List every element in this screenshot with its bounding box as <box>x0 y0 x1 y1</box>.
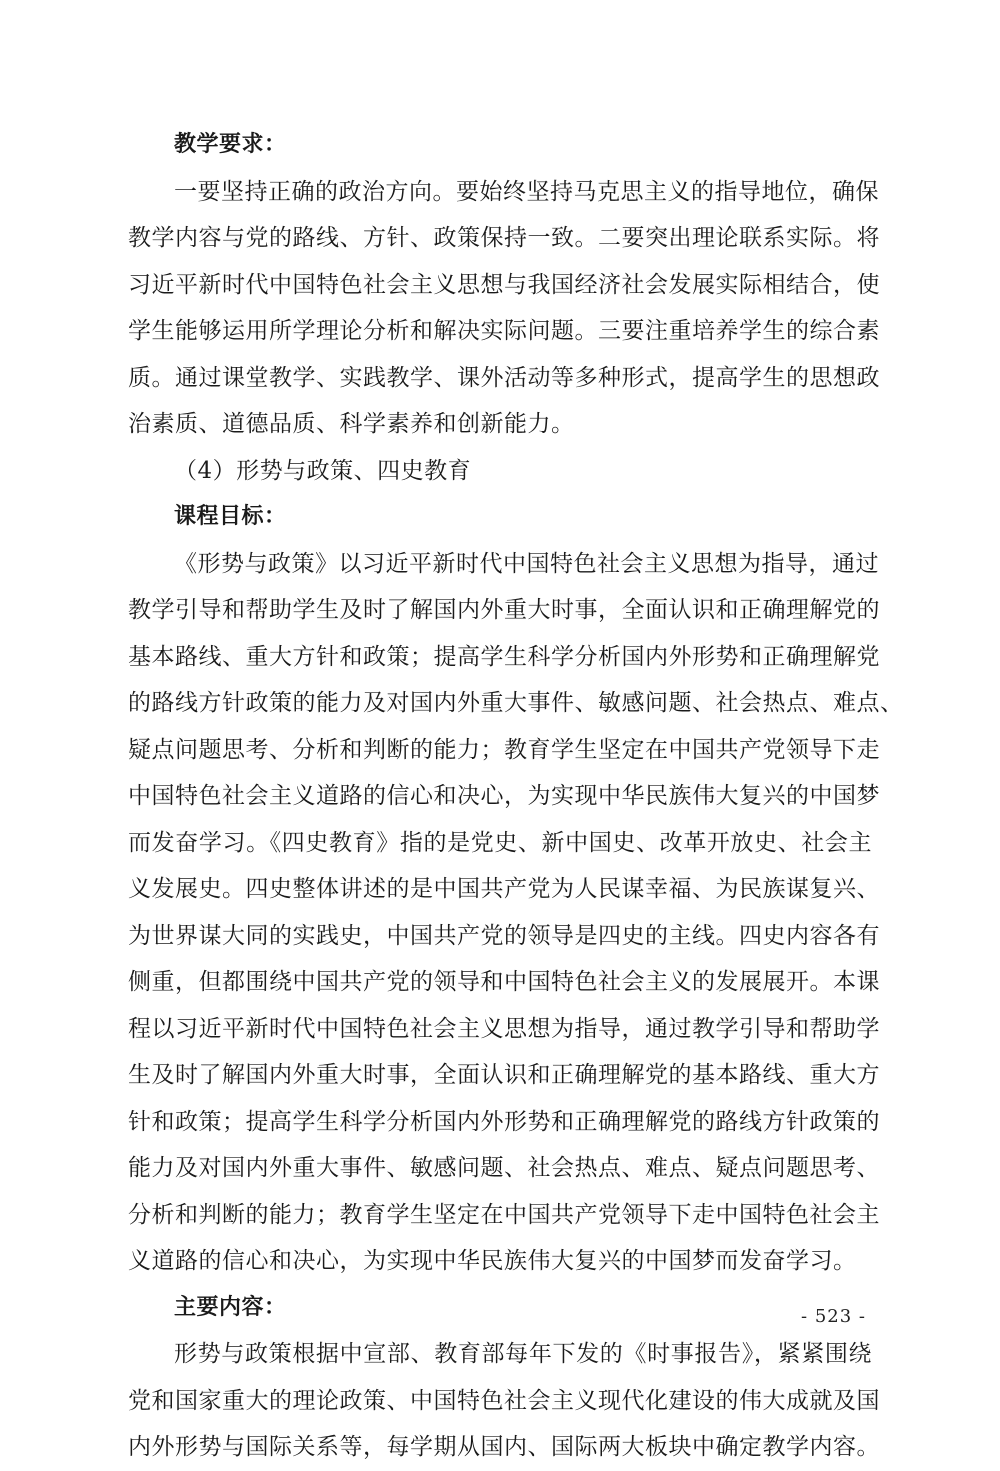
paragraph-line: 侧重，但都围绕中国共产党的领导和中国特色社会主义的发展展开。本课 <box>128 969 880 995</box>
paragraph-line: 生及时了解国内外重大时事，全面认识和正确理解党的基本路线、重大方 <box>128 1062 880 1088</box>
paragraph-line: 能力及对国内外重大事件、敏感问题、社会热点、难点、疑点问题思考、 <box>128 1155 880 1181</box>
paragraph-line: 基本路线、重大方针和政策；提高学生科学分析国内外形势和正确理解党 <box>128 643 880 670</box>
paragraph-line: 教学内容与党的路线、方针、政策保持一致。二要突出理论联系实际。将 <box>128 225 880 251</box>
paragraph-line: 治素质、道德品质、科学素养和创新能力。 <box>128 411 575 437</box>
paragraph-line: 为世界谋大同的实践史，中国共产党的领导是四史的主线。四史内容各有 <box>128 922 880 949</box>
teaching-requirements-heading: 教学要求： <box>174 132 287 157</box>
paragraph-line: 内外形势与国际关系等，每学期从国内、国际两大板块中确定教学内容。 <box>128 1434 880 1460</box>
paragraph-line: 形势与政策根据中宣部、教育部每年下发的《时事报告》，紧紧围绕 <box>174 1341 872 1367</box>
page-number: - 523 - <box>801 1306 866 1327</box>
section-subheading: （4）形势与政策、四史教育 <box>174 457 472 484</box>
paragraph-line: 义发展史。四史整体讲述的是中国共产党为人民谋幸福、为民族谋复兴、 <box>128 876 880 902</box>
paragraph-line: 的路线方针政策的能力及对国内外重大事件、敏感问题、社会热点、难点、 <box>128 690 904 716</box>
document-page <box>128 122 904 1471</box>
paragraph-line: 针和政策；提高学生科学分析国内外形势和正确理解党的路线方针政策的 <box>128 1108 880 1135</box>
paragraph-line: 程以习近平新时代中国特色社会主义思想为指导，通过教学引导和帮助学 <box>128 1015 880 1042</box>
paragraph-line: 疑点问题思考、分析和判断的能力；教育学生坚定在中国共产党领导下走 <box>128 736 880 763</box>
paragraph-line: 中国特色社会主义道路的信心和决心，为实现中华民族伟大复兴的中国梦 <box>128 783 880 809</box>
paragraph-line: 而发奋学习。《四史教育》指的是党史、新中国史、改革开放史、社会主 <box>128 829 872 856</box>
paragraph-line: 习近平新时代中国特色社会主义思想与我国经济社会发展实际相结合，使 <box>128 271 880 298</box>
paragraph-line: 质。通过课堂教学、实践教学、课外活动等多种形式，提高学生的思想政 <box>128 364 880 391</box>
paragraph-line: 学生能够运用所学理论分析和解决实际问题。三要注重培养学生的综合素 <box>128 318 880 344</box>
main-content-heading: 主要内容： <box>174 1294 287 1320</box>
paragraph-line: 一要坚持正确的政治方向。要始终坚持马克思主义的指导地位，确保 <box>174 178 879 205</box>
paragraph-line: 义道路的信心和决心，为实现中华民族伟大复兴的中国梦而发奋学习。 <box>128 1248 857 1274</box>
paragraph-line: 教学引导和帮助学生及时了解国内外重大时事，全面认识和正确理解党的 <box>128 597 880 623</box>
paragraph-line: 党和国家重大的理论政策、中国特色社会主义现代化建设的伟大成就及国 <box>128 1387 880 1414</box>
paragraph-line: 《形势与政策》以习近平新时代中国特色社会主义思想为指导，通过 <box>174 550 879 577</box>
paragraph-line: 分析和判断的能力；教育学生坚定在中国共产党领导下走中国特色社会主 <box>128 1201 880 1228</box>
course-objectives-heading: 课程目标： <box>174 504 287 529</box>
